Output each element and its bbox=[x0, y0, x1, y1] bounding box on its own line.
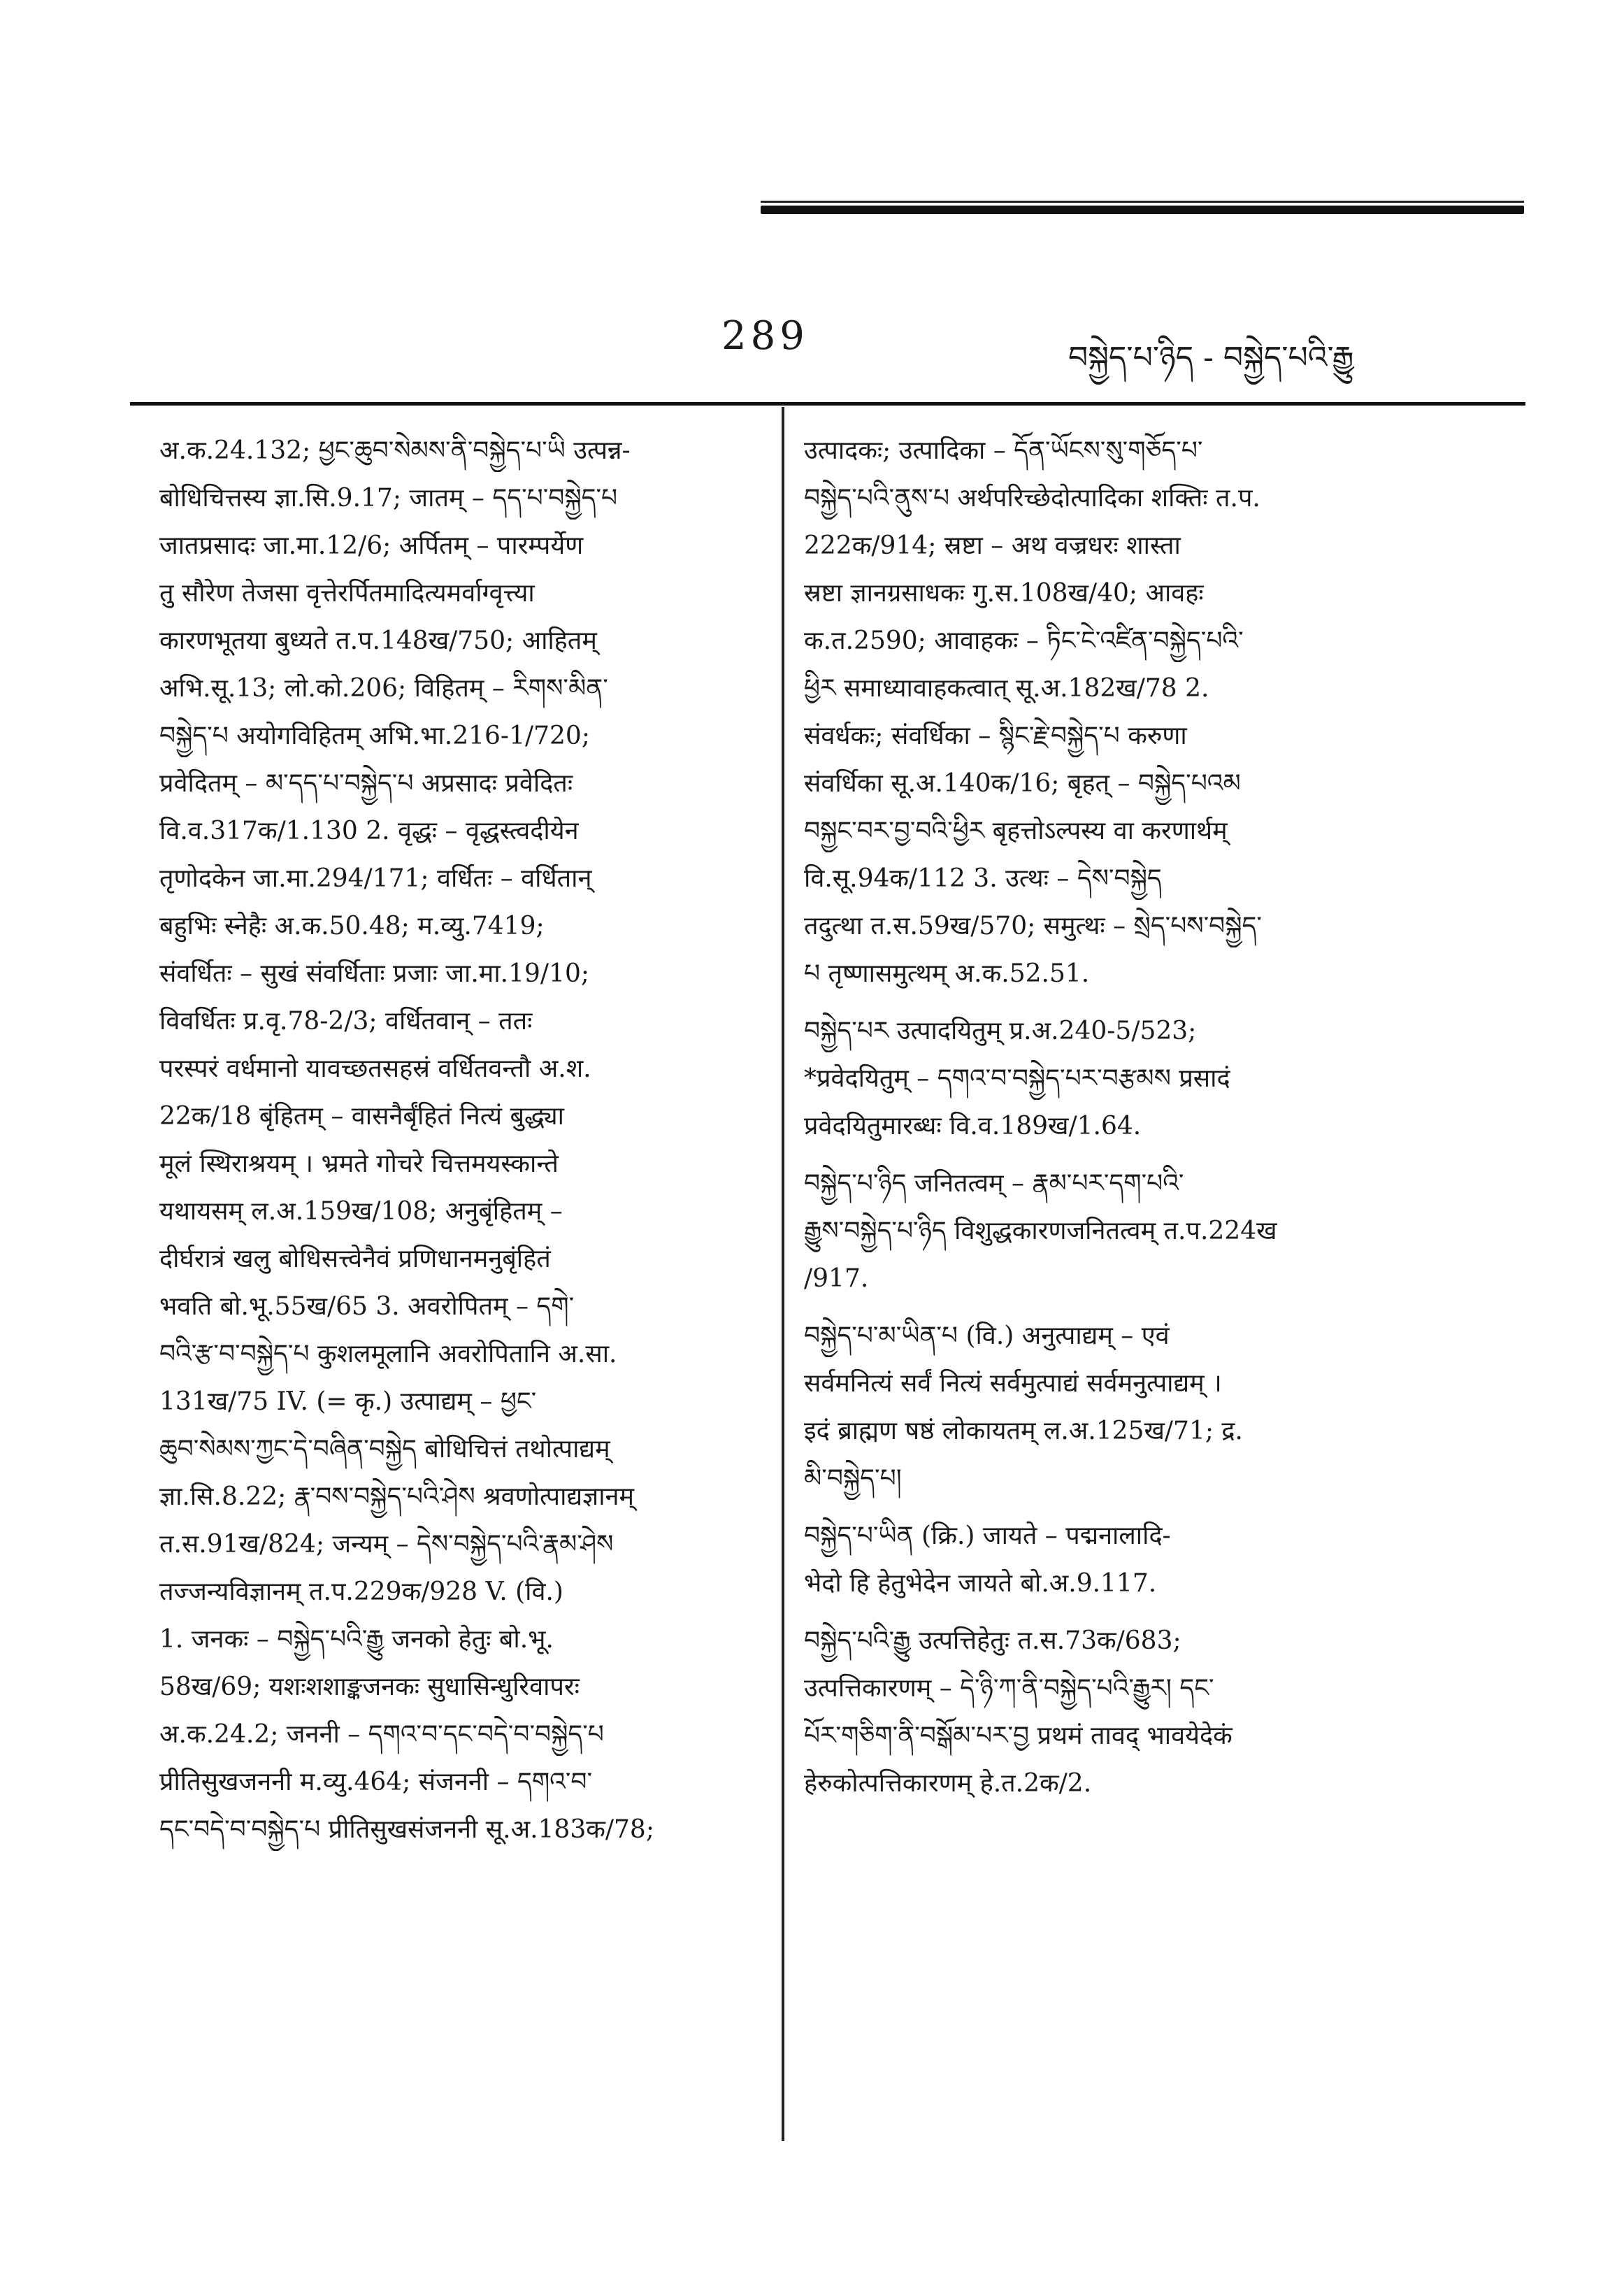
text-line: *प्रवेदयितुम् – དགའ་བ་བསྐྱེད་པར་བརྩམས प्रसादं bbox=[804, 1064, 1230, 1093]
text-line: པོར་གཅིག་ནི་བསྒོམ་པར་བྱ प्रथमं तावद् भावयेदेकं bbox=[804, 1722, 1233, 1750]
top-decorative-rule bbox=[761, 206, 1524, 214]
text-line: /917. bbox=[804, 1264, 869, 1293]
text-line: अ.क.24.132; ཕྱང་ཆུབ་སེམས་ནི་བསྐྱེད་པ་ཡི उत्पन्न- bbox=[159, 436, 631, 465]
text-line: བའི་རྩ་བ་བསྐྱེད་པ कुशलमूलानि अवरोपितानि अ.सा. bbox=[159, 1340, 617, 1368]
text-line: सर्वमनित्यं सर्वं नित्यं सर्वमुत्पाद्यं सर्वमनुत्पाद्यम् । bbox=[804, 1369, 1222, 1398]
text-line: संवर्धितः – सुखं संवर्धिताः प्रजाः जा.मा.19/10; bbox=[159, 959, 589, 988]
text-line: प्रवेदयितुमारब्धः वि.व.189ख/1.64. bbox=[804, 1112, 1142, 1140]
text-line: संवर्धकः; संवर्धिका – སྙིང་རྗེ་བསྐྱེད་པ करुणा bbox=[804, 722, 1187, 750]
text-line: མི་བསྐྱེད་པ། bbox=[804, 1464, 902, 1493]
text-line: हेरुकोत्पत्तिकारणम् हे.त.2क/2. bbox=[804, 1769, 1092, 1798]
text-line: दीर्घरात्रं खलु बोधिसत्त्वेनैवं प्रणिधानमनुबृंहितं bbox=[159, 1245, 551, 1273]
text-line: तु सौरेण तेजसा वृत्तेरर्पितमादित्यमर्वाग्वृत्त्या bbox=[159, 579, 535, 608]
text-line: स्रष्टा ज्ञानग्रसाधकः गु.स.108ख/40; आवहः bbox=[804, 579, 1204, 608]
text-line: भेदो हि हेतुभेदेन जायते बो.अ.9.117. bbox=[804, 1569, 1157, 1598]
entry-headword-line: བསྐྱེད་པའི་རྒྱུ उत्पत्तिहेतुः त.स.73क/683; bbox=[804, 1626, 1181, 1655]
text-line: तृणोदकेन जा.मा.294/171; वर्धितः – वर्धितान् bbox=[159, 864, 592, 893]
entry-headword-line: བསྐྱེད་པ་ཡིན (क्रि.) जायते – पद्मनालादि- bbox=[804, 1522, 1171, 1550]
running-head: བསྐྱེད་པ་ཉིད - བསྐྱེད་པའི་རྒྱུ bbox=[1068, 340, 1354, 375]
text-line: ཕྱིར समाध्यावाहकत्वात् सू.अ.182ख/78 2. bbox=[804, 674, 1209, 703]
text-line: 222क/914; स्रष्टा – अथ वज्रधरः शास्ता bbox=[804, 531, 1181, 560]
text-line: अभि.सू.13; लो.को.206; विहितम् – རིགས་མིན་ bbox=[159, 674, 608, 703]
text-line: 22क/18 बृंहितम् – वासनैर्बृंहितं नित्यं बुद्ध्या bbox=[159, 1102, 564, 1131]
text-line: तज्जन्यविज्ञानम् त.प.229क/928 V. (वि.) bbox=[159, 1577, 563, 1606]
text-line: तदुत्था त.स.59ख/570; समुत्थः – སྲེད་པས་བསྐྱེད་ bbox=[804, 912, 1262, 940]
text-line: संवर्धिका सू.अ.140क/16; बृहत् – བསྐྱེད་པའམ bbox=[804, 769, 1241, 798]
header-rule bbox=[130, 402, 1525, 406]
text-line: भवति बो.भू.55ख/65 3. अवरोपितम् – དགེ་ bbox=[159, 1292, 575, 1321]
text-line: ज्ञा.सि.8.22; རྣ་བས་བསྐྱེད་པའི་ཤེས श्रवणोत्पाद्यज्ञानम् bbox=[159, 1482, 635, 1511]
entry-headword-line: བསྐྱེད་པ་མ་ཡིན་པ (वि.) अनुत्पाद्यम् – एवं bbox=[804, 1322, 1170, 1350]
text-line: प्रीतिसुखजननी म.व्यु.464; संजननी – དགའ་བ་ bbox=[159, 1768, 593, 1796]
text-line: त.स.91ख/824; जन्यम् – དེས་བསྐྱེད་པའི་རྣམ་ཤེས bbox=[159, 1530, 614, 1559]
text-line: बोधिचित्तस्य ज्ञा.सि.9.17; जातम् – དད་པ་བསྐྱེད་པ bbox=[159, 484, 618, 513]
text-line: वि.व.317क/1.130 2. वृद्धः – वृद्धस्त्वदीयेन bbox=[159, 817, 579, 845]
text-line: कारणभूतया बुध्यते त.प.148ख/750; आहितम् bbox=[159, 627, 597, 655]
text-line: པ तृष्णासमुत्थम् अ.क.52.51. bbox=[804, 959, 1090, 988]
text-line: 1. जनकः – བསྐྱེད་པའི་རྒྱུ जनको हेतुः बो.भू. bbox=[159, 1625, 554, 1654]
text-line: བསྐྱང་བར་བྱ་བའི་ཕྱིར बृहत्तोऽल्पस्य वा करणार्थम् bbox=[804, 817, 1228, 845]
text-line: प्रवेदितम् – མ་དད་པ་བསྐྱེད་པ अप्रसादः प्रवेदितः bbox=[159, 769, 573, 798]
text-line: ཆུབ་སེམས་ཀྱང་དེ་བཞིན་བསྐྱེད बोधिचित्तं तथोत्पाद्यम् bbox=[159, 1435, 610, 1464]
text-line: जातप्रसादः जा.मा.12/6; अर्पितम् – पारम्पर्येण bbox=[159, 531, 584, 560]
entry-headword-line: བསྐྱེད་པ་ཉིད जनितत्वम् – རྣམ་པར་དག་པའི་ bbox=[804, 1169, 1184, 1198]
left-column bbox=[159, 430, 761, 1856]
entry-headword-line: བསྐྱེད་པར उत्पादयितुम् प्र.अ.240-5/523; bbox=[804, 1017, 1197, 1045]
text-line: परस्परं वर्धमानो यावच्छतसहस्रं वर्धितवन्तौ अ.श. bbox=[159, 1054, 591, 1083]
text-line: वि.सू.94क/112 3. उत्थः – དེས་བསྐྱེད bbox=[804, 864, 1162, 893]
text-line: 58ख/69; यशःशशाङ्कजनकः सुधासिन्धुरिवापरः bbox=[159, 1673, 580, 1701]
text-line: क.त.2590; आवाहकः – ཏིང་ངེ་འཛིན་བསྐྱེད་པའི་ bbox=[804, 627, 1244, 655]
text-line: विवर्धितः प्र.वृ.78-2/3; वर्धितवान् – ततः bbox=[159, 1007, 533, 1036]
text-line: རྒྱུས་བསྐྱེད་པ་ཉིད विशुद्धकारणजनितत्वम् त.प.224ख bbox=[804, 1217, 1277, 1245]
text-line: यथायसम् ल.अ.159ख/108; अनुबृंहितम् – bbox=[159, 1197, 563, 1226]
right-column bbox=[804, 430, 1517, 1810]
text-line: मूलं स्थिराश्रयम् । भ्रमते गोचरे चित्तमयस्कान्ते bbox=[159, 1150, 559, 1178]
text-line: अ.क.24.2; जननी – དགའ་བ་དང་བདེ་བ་བསྐྱེད་པ bbox=[159, 1720, 604, 1749]
text-line: बहुभिः स्नेहैः अ.क.50.48; म.व्यु.7419; bbox=[159, 912, 545, 940]
text-line: དང་བདེ་བ་བསྐྱེད་པ प्रीतिसुखसंजननी सू.अ.183क/78; bbox=[159, 1815, 654, 1844]
text-line: उत्पत्तिकारणम् – དེ་ཉི་ཀ་ནི་བསྐྱེད་པའི་རྒྱུར། དང་ bbox=[804, 1674, 1214, 1703]
text-line: བསྐྱེད་པའི་ནུས་པ अर्थपरिच्छेदोत्पादिका शक्तिः त.प. bbox=[804, 484, 1260, 513]
text-line: 131ख/75 IV. (= कृ.) उत्पाद्यम् – ཕྱང་ bbox=[159, 1387, 537, 1416]
column-divider bbox=[782, 407, 784, 2141]
text-line: བསྐྱེད་པ अयोगविहितम् अभि.भा.216-1/720; bbox=[159, 722, 590, 750]
page-number: 289 bbox=[721, 313, 809, 359]
text-line: उत्पादकः; उत्पादिका – དོན་ཡོངས་སུ་གཅོད་པ་ bbox=[804, 436, 1203, 465]
text-line: इदं ब्राह्मण षष्ठं लोकायतम् ल.अ.125ख/71; द्र. bbox=[804, 1417, 1243, 1445]
